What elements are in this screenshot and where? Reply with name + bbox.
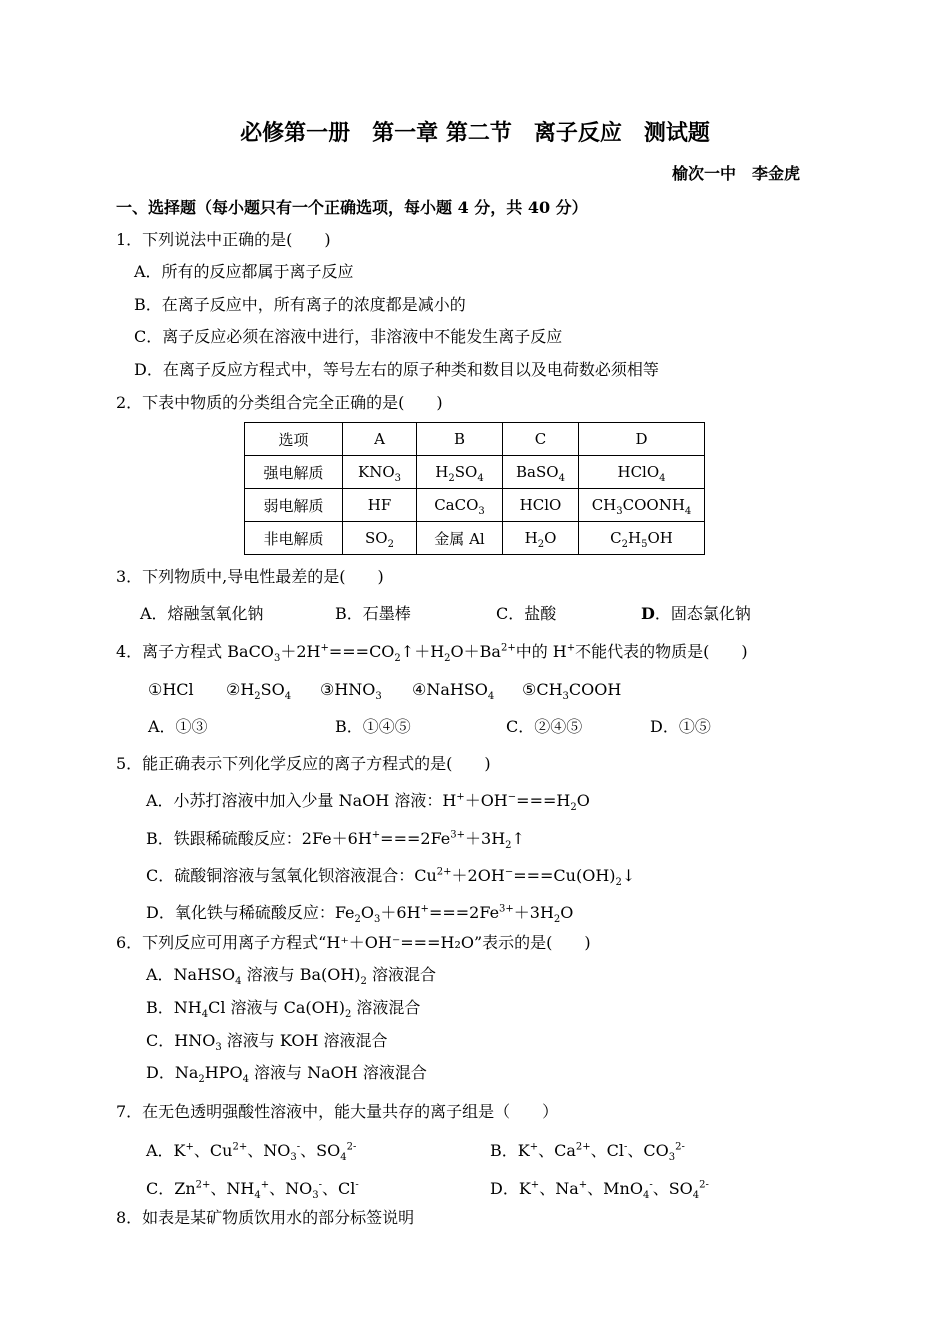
- question-1-option-a: A．所有的反应都属于离子反应: [134, 262, 354, 281]
- question-3-option-c: C．盐酸: [496, 604, 557, 623]
- table-row: [245, 423, 705, 456]
- question-3-stem: 3．下列物质中,导电性最差的是( ): [116, 567, 384, 586]
- table-cell: 金属 Al: [417, 522, 503, 555]
- question-6-option-a: A．NaHSO$_4$ 溶液与 $Ba(OH)_2$ 溶液混合: [146, 965, 437, 988]
- question-4-item-1: ①HCl: [148, 680, 194, 699]
- table-cell: CaCO$_3$: [417, 489, 503, 522]
- question-5-option-b: B．铁跟稀硫酸反应：$2Fe+6H^+===2Fe^{3+}+3H_2↑$: [146, 829, 525, 852]
- question-6-option-c: C．$HNO_3$ 溶液与 KOH 溶液混合: [146, 1031, 388, 1054]
- table-cell: HClO: [503, 489, 579, 522]
- table-cell: HClO$_4$: [579, 456, 705, 489]
- table-cell: 选项: [245, 423, 343, 456]
- question-7-option-d: D．K+、Na+、MnO$_4$-、$SO_4^{2-}$: [490, 1179, 709, 1202]
- question-4-option-d: D．①⑤: [650, 717, 711, 736]
- question-4-option-a: A．①③: [148, 717, 208, 736]
- question-4-option-c: C．②④⑤: [506, 717, 583, 736]
- table-row: [245, 489, 705, 522]
- table-cell: $CH_3COONH_4$: [579, 489, 705, 522]
- question-5-option-c: C．硫酸铜溶液与氢氧化钡溶液混合：$Cu^{2+}+2OH^-===Cu(OH)_2↓$: [146, 866, 636, 889]
- table-cell: 非电解质: [245, 522, 343, 555]
- section-heading: 一、选择题（每小题只有一个正确选项，每小题 4 分，共 40 分）: [116, 198, 588, 217]
- table-row: [245, 456, 705, 489]
- table-cell: A: [343, 423, 417, 456]
- table-cell: BaSO$_4$: [503, 456, 579, 489]
- question-7-option-a: A．K+、$Cu^{2+}$、$NO_3^-$、$SO_4^{2-}$: [146, 1141, 357, 1164]
- question-3-option-a: A．熔融氢氧化钠: [140, 604, 264, 623]
- question-4-item-4: ④NaHSO$_4$: [412, 680, 495, 703]
- question-1-option-c: C．离子反应必须在溶液中进行，非溶液中不能发生离子反应: [134, 327, 563, 346]
- table-cell: C: [503, 423, 579, 456]
- question-6-option-d: D．$Na_2HPO_4$ 溶液与 NaOH 溶液混合: [146, 1063, 427, 1086]
- question-6-stem: 6．下列反应可用离子方程式“H⁺＋OH⁻===H₂O”表示的是( ): [116, 933, 591, 952]
- question-2-stem: 2．下表中物质的分类组合完全正确的是( ): [116, 393, 443, 412]
- table-cell: B: [417, 423, 503, 456]
- question-5-stem: 5．能正确表示下列化学反应的离子方程式的是( ): [116, 754, 491, 773]
- table-cell: $H_2SO_4$: [417, 456, 503, 489]
- table-cell: $SO_2$: [343, 522, 417, 555]
- question-3-option-d: D．固态氯化钠: [641, 604, 751, 623]
- question-7-stem: 7．在无色透明强酸性溶液中，能大量共存的离子组是（ ）: [116, 1102, 559, 1121]
- question-1-option-b: B．在离子反应中，所有离子的浓度都是减小的: [134, 295, 466, 314]
- question-4-item-5: $⑤CH_3COOH$: [522, 680, 622, 703]
- question-5-option-a: A．小苏打溶液中加入少量 NaOH 溶液：$H^++OH^-===H_2O$: [146, 791, 590, 814]
- question-4-stem: 4．离子方程式 $BaCO_3+2H^+===CO_2↑+H_2O+Ba^{2+}$中的 H+不能代表的物质是( ): [116, 642, 748, 665]
- question-7-option-c: C．$Zn^{2+}$、$NH_4^+$、$NO_3^-$、Cl-: [146, 1179, 359, 1202]
- question-4-item-3: $③HNO_3$: [320, 680, 382, 703]
- question-4-item-2: $②H_2SO_4$: [226, 680, 292, 703]
- table-row: [245, 522, 705, 555]
- question-7-option-b: B．K+、$Ca^{2+}$、Cl-、$CO_3^{2-}$: [490, 1141, 685, 1164]
- table-cell: D: [579, 423, 705, 456]
- author: 榆次一中 李金虎: [671, 164, 800, 183]
- table-cell: $H_2O$: [503, 522, 579, 555]
- classification-table: [244, 422, 705, 555]
- question-1-option-d: D．在离子反应方程式中，等号左右的原子种类和数目以及电荷数必须相等: [134, 360, 659, 379]
- question-8-stem: 8．如表是某矿物质饮用水的部分标签说明: [116, 1208, 415, 1227]
- question-6-option-b: B．$NH_4Cl$ 溶液与 $Ca(OH)_2$ 溶液混合: [146, 998, 421, 1021]
- table-cell: 强电解质: [245, 456, 343, 489]
- question-4-option-b: B．①④⑤: [335, 717, 411, 736]
- question-1-stem: 1．下列说法中正确的是( ): [116, 230, 331, 249]
- table-cell: 弱电解质: [245, 489, 343, 522]
- page-title: 必修第一册 第一章 第二节 离子反应 测试题: [240, 120, 710, 146]
- question-5-option-d: D．氧化铁与稀硫酸反应：$Fe_2O_3+6H^+===2Fe^{3+}+3H_2O$: [146, 903, 574, 926]
- table-cell: $KNO_3$: [343, 456, 417, 489]
- table-cell: $C_2H_5OH$: [579, 522, 705, 555]
- question-3-option-b: B．石墨棒: [335, 604, 411, 623]
- table-cell: HF: [343, 489, 417, 522]
